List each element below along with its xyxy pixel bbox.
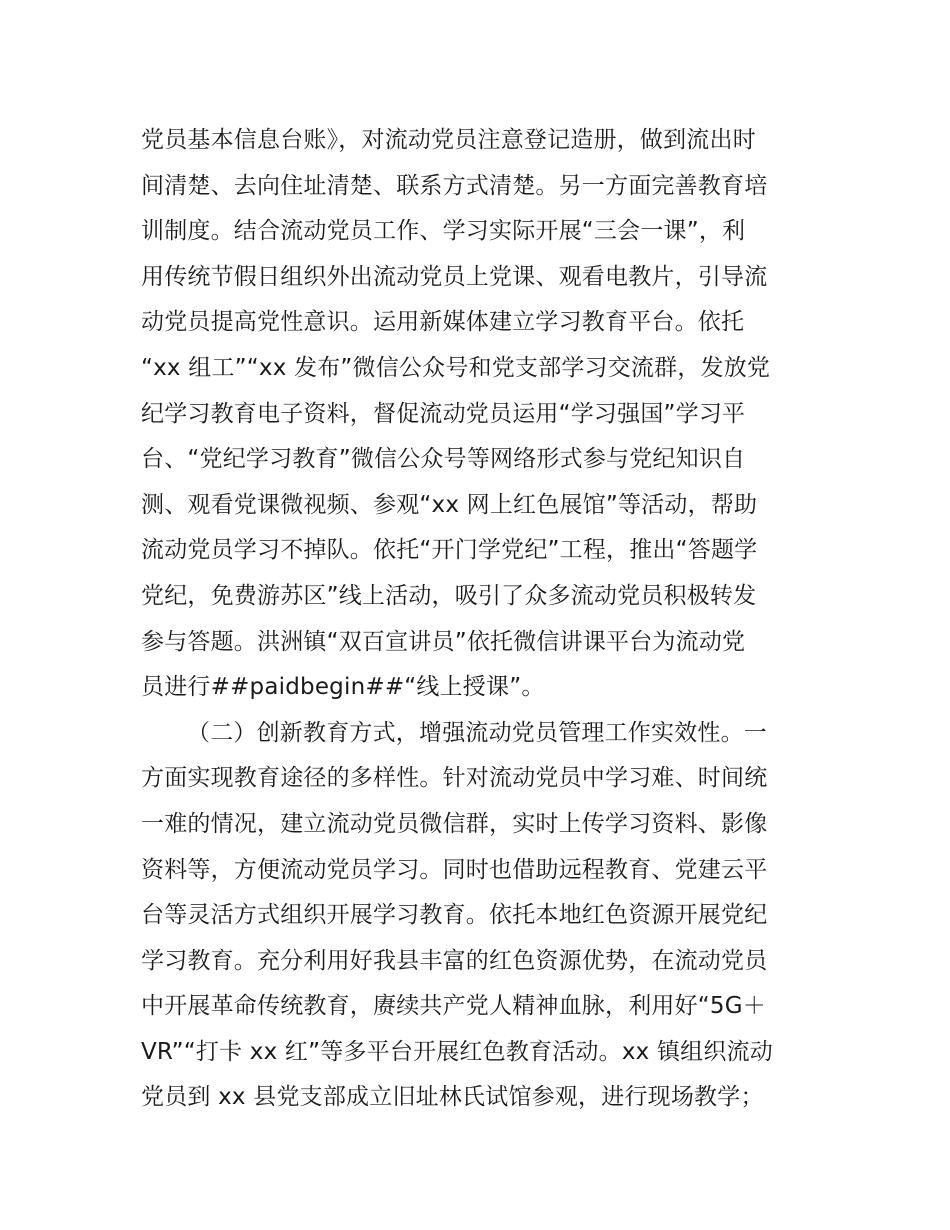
text-line: 流动党员学习不掉队。依托“开门学党纪”工程，推出“答题学: [141, 537, 758, 564]
text-line: 用传统节假日组织外出流动党员上党课、观看电教片，引导流: [141, 263, 768, 290]
text-line: VR”“打卡 xx 红”等多平台开展红色教育活动。xx 镇组织流动: [141, 1038, 773, 1065]
text-line: 台等灵活方式组织开展学习教育。依托本地红色资源开展党纪: [141, 902, 768, 929]
text-line: 纪学习教育电子资料，督促流动党员运用“学习强国”学习平: [141, 400, 746, 427]
text-line: 中开展革命传统教育，赓续共产党人精神血脉，利用好“5G＋: [141, 993, 766, 1020]
text-line: 党员到 xx 县党支部成立旧址林氏试馆参观，进行现场教学；: [141, 1084, 764, 1111]
paragraph-1: [141, 118, 821, 711]
text-line: 方面实现教育途径的多样性。针对流动党员中学习难、时间统: [141, 765, 768, 792]
text-line: 动党员提高党性意识。运用新媒体建立学习教育平台。依托: [141, 309, 745, 336]
text-line: 间清楚、去向住址清楚、联系方式清楚。另一方面完善教育培: [141, 172, 768, 199]
text-line: 资料等，方便流动党员学习。同时也借助远程教育、党建云平: [141, 856, 768, 883]
text-line: 台、“党纪学习教育”微信公众号等网络形式参与党纪知识自: [141, 446, 746, 473]
text-line: 党纪，免费游苏区”线上活动，吸引了众多流动党员积极转发: [141, 582, 757, 609]
text-line: 一难的情况，建立流动党员微信群，实时上传学习资料、影像: [141, 810, 768, 837]
text-line: 党员基本信息台账》，对流动党员注意登记造册，做到流出时: [141, 127, 756, 153]
paragraph-2: [141, 711, 821, 1121]
text-line: 参与答题。洪洲镇“双百宣讲员”依托微信讲课平台为流动党: [141, 628, 746, 655]
body-text: [141, 118, 821, 1121]
text-line: 学习教育。充分利用好我县丰富的红色资源优势，在流动党员: [141, 947, 768, 974]
text-line: “xx 组工”“xx 发布”微信公众号和党支部学习交流群，发放党: [141, 354, 771, 381]
text-line: 训制度。结合流动党员工作、学习实际开展“三会一课”，利: [141, 218, 746, 245]
text-line: 测、观看党课微视频、参观“xx 网上红色展馆”等活动，帮助: [141, 491, 758, 518]
text-line: （二）创新教育方式，增强流动党员管理工作实效性。一: [187, 719, 767, 746]
text-line: 员进行##paidbegin##“线上授课”。: [141, 674, 545, 701]
